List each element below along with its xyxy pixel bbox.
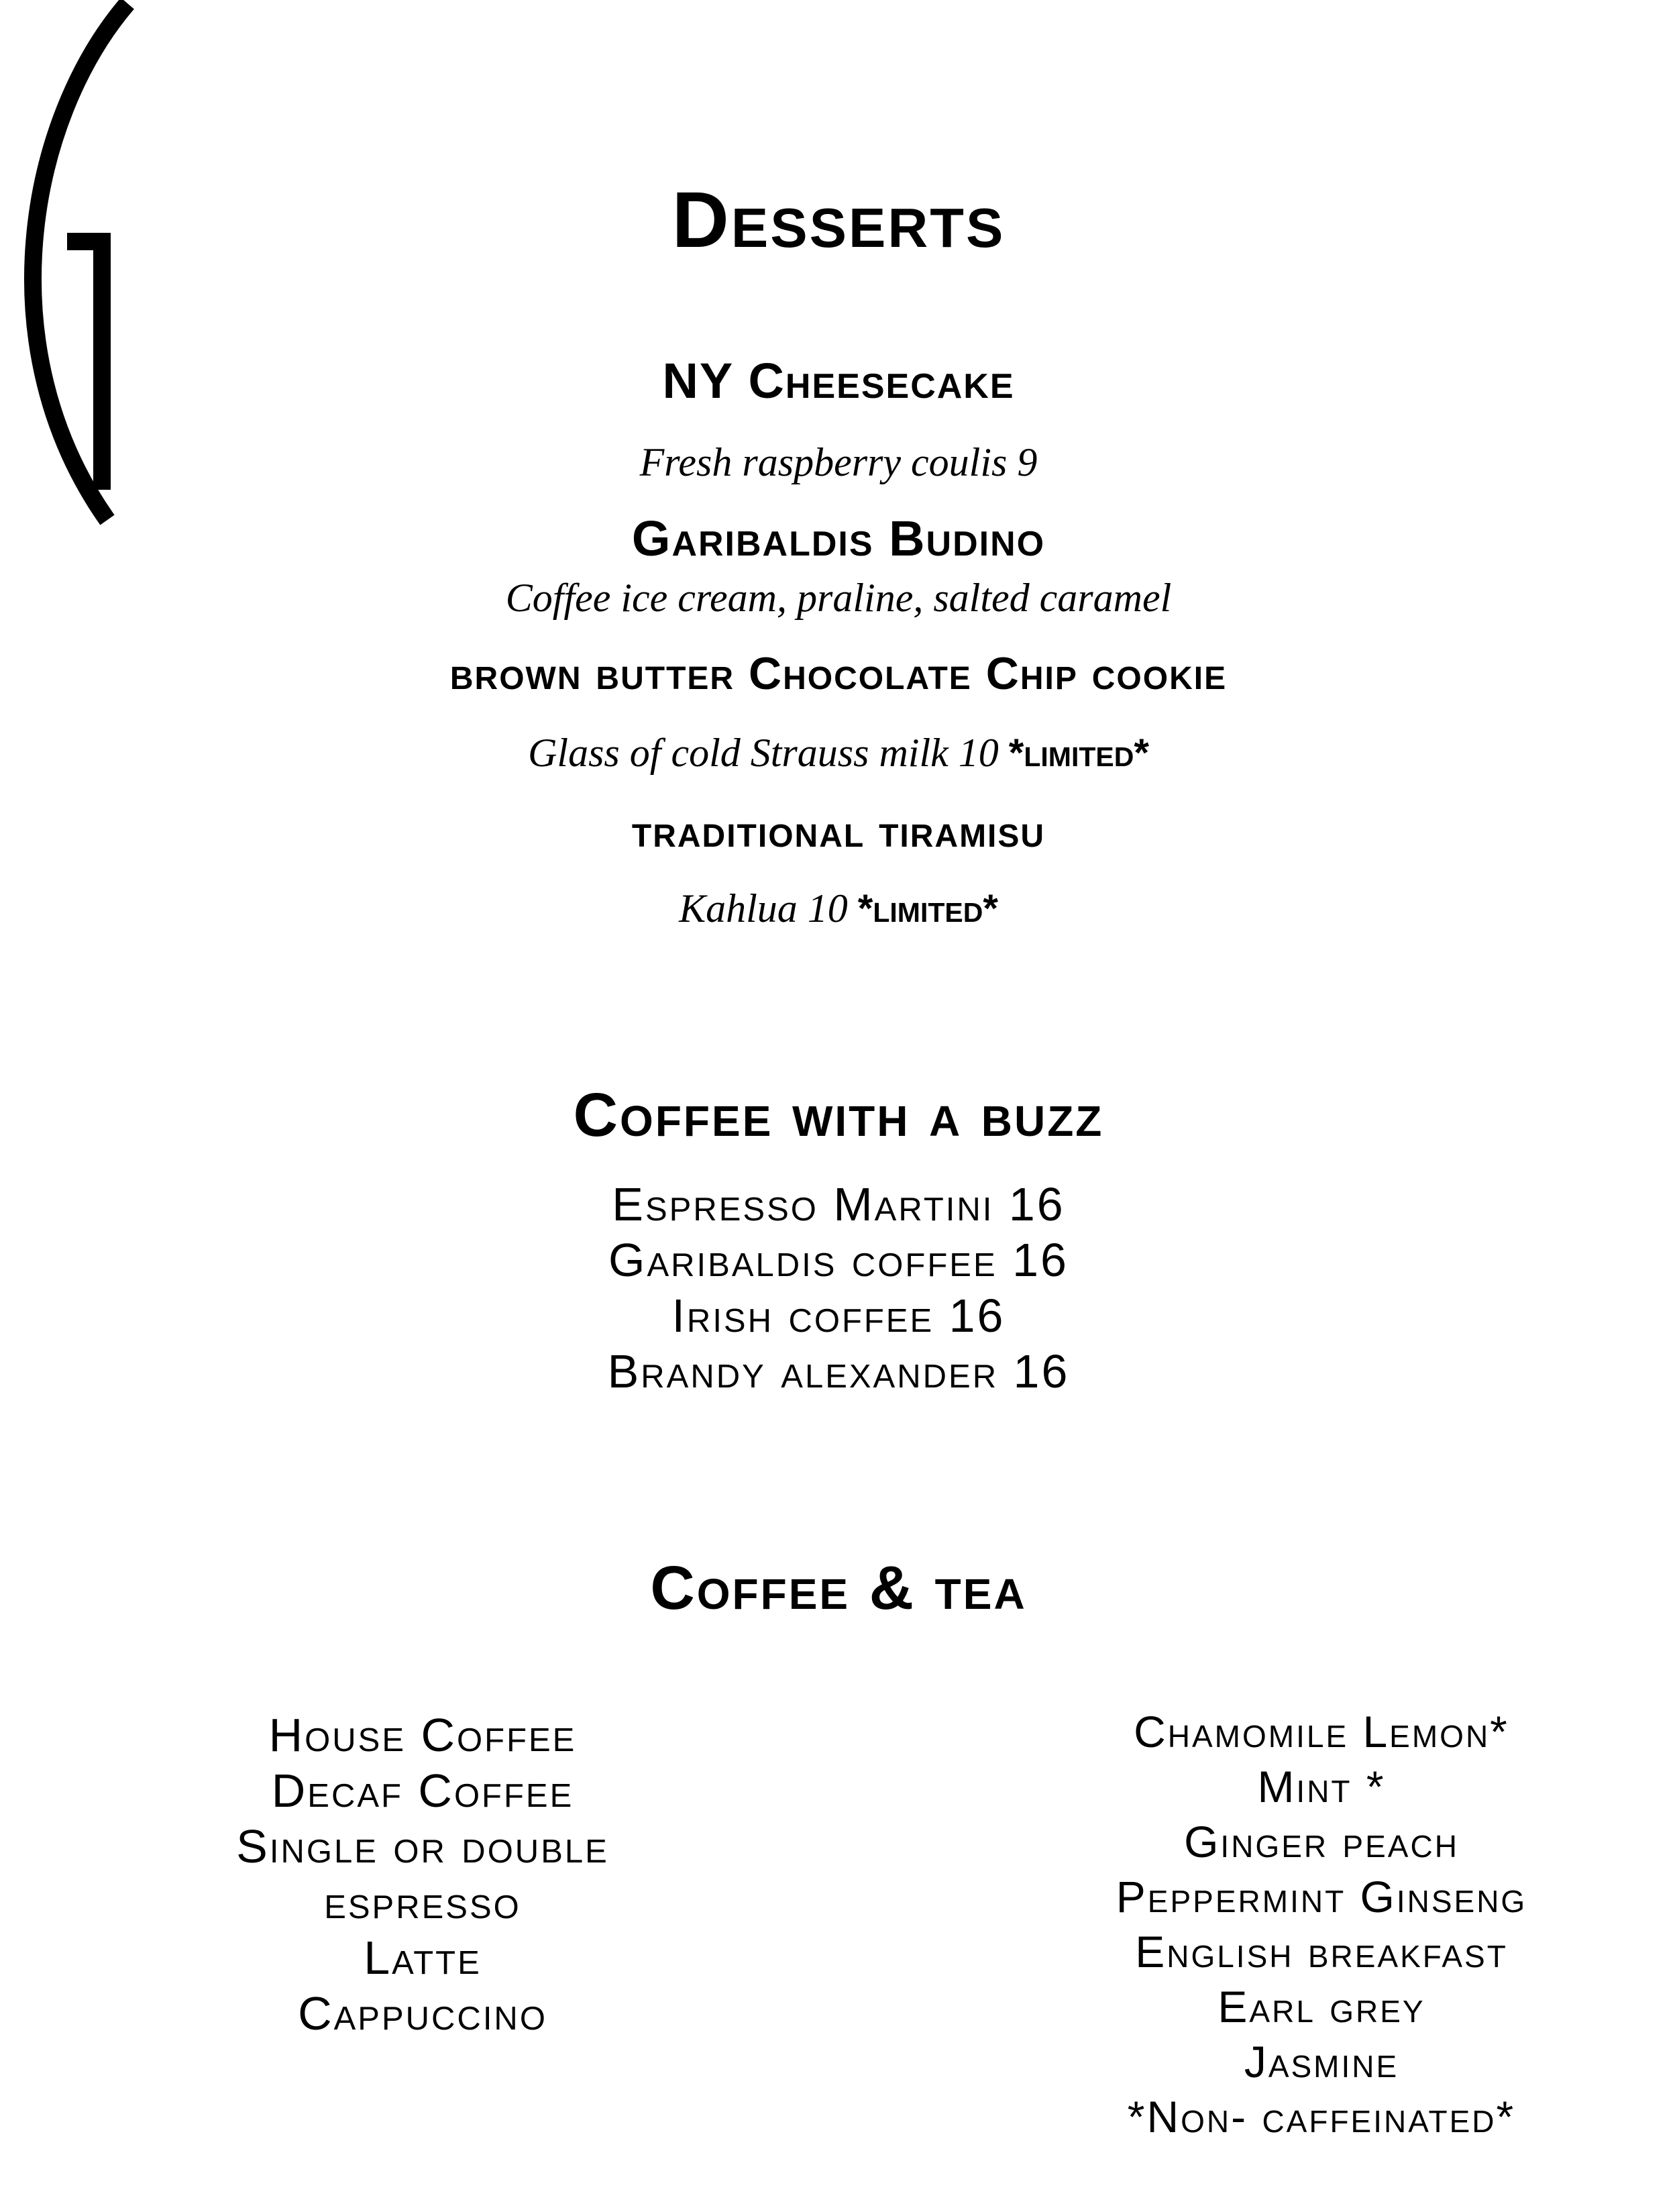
dessert-name: traditional tiramisu xyxy=(631,806,1046,857)
tea-item: Chamomile Lemon* xyxy=(1134,1707,1509,1756)
buzz-item: Irish coffee 16 xyxy=(671,1289,1006,1342)
dessert-desc: Coffee ice cream, praline, salted caramel xyxy=(505,576,1172,620)
buzz-item: Espresso Martini 16 xyxy=(612,1178,1065,1230)
dessert-desc: Fresh raspberry coulis 9 xyxy=(639,440,1038,484)
limited-note: *limited* xyxy=(857,887,998,931)
tea-list xyxy=(993,1704,1650,2144)
limited-note: *limited* xyxy=(1008,731,1149,775)
tea-item: Ginger peach xyxy=(1184,1817,1459,1866)
section-title-coffee-tea: Coffee & tea xyxy=(650,1554,1027,1622)
dessert-line xyxy=(0,886,1677,932)
coffee-item: Latte xyxy=(364,1932,482,1984)
coffee-list xyxy=(121,1707,724,2042)
page-title: Desserts xyxy=(671,176,1006,264)
coffee-item: House Coffee xyxy=(268,1709,577,1761)
dessert-name: NY Cheesecake xyxy=(662,353,1015,409)
section-title-buzz: Coffee with a buzz xyxy=(573,1081,1104,1149)
tea-item: Jasmine xyxy=(1244,2037,1399,2087)
coffee-item: espresso xyxy=(324,1876,521,1928)
dessert-line xyxy=(0,730,1677,776)
buzz-item: Brandy alexander 16 xyxy=(607,1345,1070,1398)
coffee-item: Single or double xyxy=(236,1820,609,1873)
buzz-item: Garibaldis coffee 16 xyxy=(608,1234,1069,1286)
dessert-name: Garibaldis Budino xyxy=(631,511,1046,566)
tea-item: Peppermint Ginseng xyxy=(1116,1872,1527,1921)
tea-item: Earl grey xyxy=(1218,1982,1425,2032)
dessert-desc: Glass of cold Strauss milk 10 xyxy=(528,731,999,775)
coffee-item: Decaf Coffee xyxy=(271,1765,574,1817)
tea-item: *Non- caffeinated* xyxy=(1127,2092,1516,2142)
dessert-name: brown butter Chocolate Chip cookie xyxy=(449,648,1228,699)
tea-item: English breakfast xyxy=(1135,1927,1508,1977)
coffee-item: Cappuccino xyxy=(298,1987,547,2040)
dessert-desc: Kahlua 10 xyxy=(679,886,848,931)
tea-item: Mint * xyxy=(1257,1762,1386,1811)
